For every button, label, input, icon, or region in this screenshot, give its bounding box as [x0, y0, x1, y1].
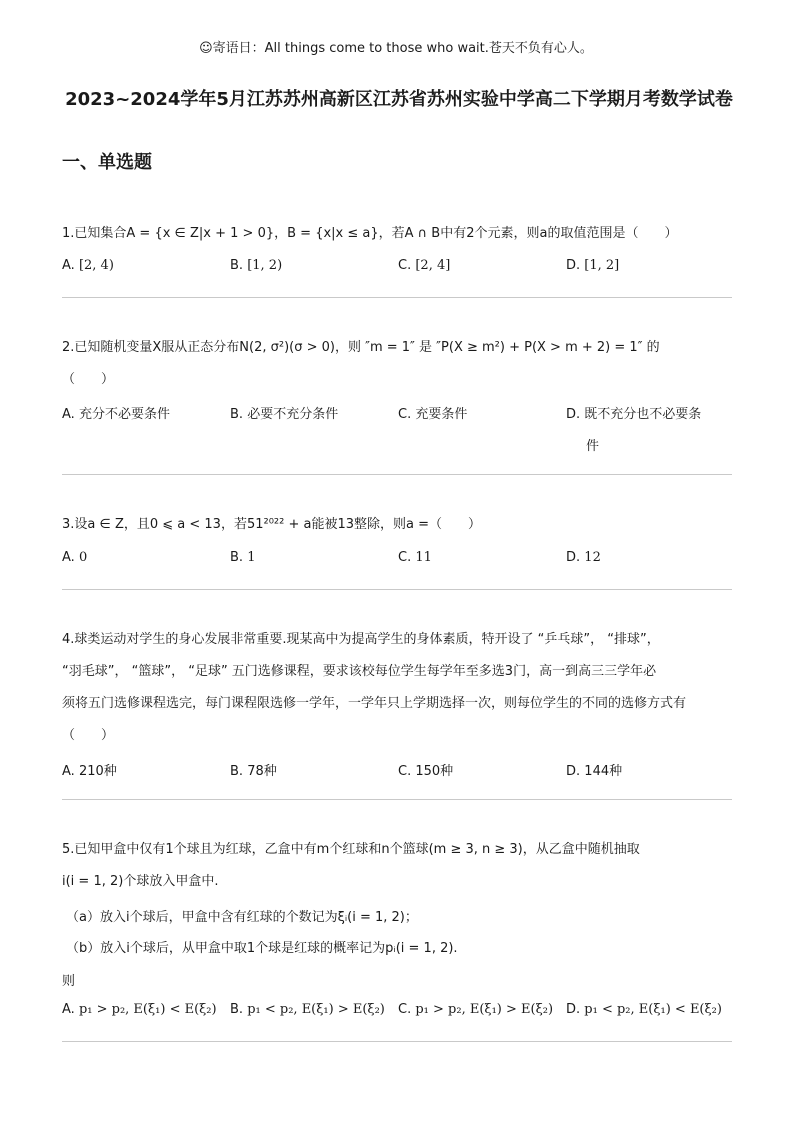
question-5-text: 5.已知甲盒中仅有1个球且为红球，乙盒中有m个红球和n个篮球(m ≥ 3, n ≥ 3)，从乙盒中随机抽取: [62, 842, 640, 857]
divider: [62, 1041, 732, 1042]
question-4-text-cont: （ ）: [62, 728, 115, 743]
question-4-option-c[interactable]: C. 150种: [398, 764, 454, 779]
question-3-option-b[interactable]: B. 1: [230, 550, 256, 565]
question-3-text: 3.设a ∈ Z，且0 ⩽ a < 13，若51²⁰²² + a能被13整除，则a =（ ）: [62, 517, 482, 532]
question-2-option-c[interactable]: C. 充要条件: [398, 407, 468, 422]
question-4-option-b[interactable]: B. 78种: [230, 764, 277, 779]
section-title: 一、单选题: [62, 152, 152, 173]
question-3-option-d[interactable]: D. 12: [566, 550, 601, 565]
question-1-option-d[interactable]: D. [1, 2]: [566, 258, 620, 273]
divider: [62, 589, 732, 590]
divider: [62, 799, 732, 800]
question-5-option-a[interactable]: A. p₁ > p₂, E(ξ₁) < E(ξ₂): [62, 1002, 217, 1017]
question-2-text-cont: （ ）: [62, 372, 115, 387]
question-4-text-cont: 须将五门选修课程选完，每门课程限选修一学年，一学年只上学期选择一次，则每位学生的不同的选修方式有: [62, 696, 687, 711]
question-5-condition-a: （a）放入i个球后，甲盒中含有红球的个数记为ξᵢ(i = 1, 2)；: [66, 910, 418, 925]
question-4-option-d[interactable]: D. 144种: [566, 764, 623, 779]
question-1-option-b[interactable]: B. [1, 2): [230, 258, 283, 273]
divider: [62, 474, 732, 475]
question-5-option-d[interactable]: D. p₁ < p₂, E(ξ₁) < E(ξ₂): [566, 1002, 722, 1017]
question-2-option-d[interactable]: D. 既不充分也不必要条: [566, 407, 702, 422]
question-5-option-c[interactable]: C. p₁ > p₂, E(ξ₁) > E(ξ₂): [398, 1002, 554, 1017]
question-2-option-a[interactable]: A. 充分不必要条件: [62, 407, 170, 422]
page-title: 2023~2024学年5月江苏苏州高新区江苏省苏州实验中学高二下学期月考数学试卷: [65, 89, 733, 110]
question-4-text: 4.球类运动对学生的身心发展非常重要.现某高中为提高学生的身体素质，特开设了 “乒乓球”， “排球”，: [62, 632, 660, 647]
question-5-stem-end: 则: [62, 974, 76, 989]
question-1-option-a[interactable]: A. [2, 4): [62, 258, 114, 273]
question-5-text-cont: i(i = 1, 2)个球放入甲盒中.: [62, 874, 219, 889]
question-2-text: 2.已知随机变量X服从正态分布N(2, σ²)(σ > 0)，则 ″m = 1″ 是 ″P(X ≥ m²) + P(X > m + 2) = 1″ 的: [62, 340, 660, 355]
question-1-text: 1.已知集合A = {x ∈ Z|x + 1 > 0}，B = {x|x ≤ a}，若A ∩ B中有2个元素，则a的取值范围是（ ）: [62, 226, 678, 241]
question-4-text-cont: “羽毛球”， “篮球”， “足球” 五门选修课程，要求该校每位学生每学年至多选3门，高一到高三三学年必: [62, 664, 657, 679]
question-4-option-a[interactable]: A. 210种: [62, 764, 117, 779]
question-3-option-c[interactable]: C. 11: [398, 550, 432, 565]
question-5-option-b[interactable]: B. p₁ < p₂, E(ξ₁) > E(ξ₂): [230, 1002, 385, 1017]
question-5-condition-b: （b）放入i个球后，从甲盒中取1个球是红球的概率记为pᵢ(i = 1, 2).: [66, 941, 458, 956]
question-2-option-b[interactable]: B. 必要不充分条件: [230, 407, 339, 422]
divider: [62, 297, 732, 298]
question-2-option-d-cont: 件: [586, 439, 600, 454]
motto-line: ☺寄语日：All things come to those who wait.苍天不负有心人。: [199, 41, 593, 56]
question-1-option-c[interactable]: C. [2, 4]: [398, 258, 451, 273]
question-3-option-a[interactable]: A. 0: [62, 550, 88, 565]
